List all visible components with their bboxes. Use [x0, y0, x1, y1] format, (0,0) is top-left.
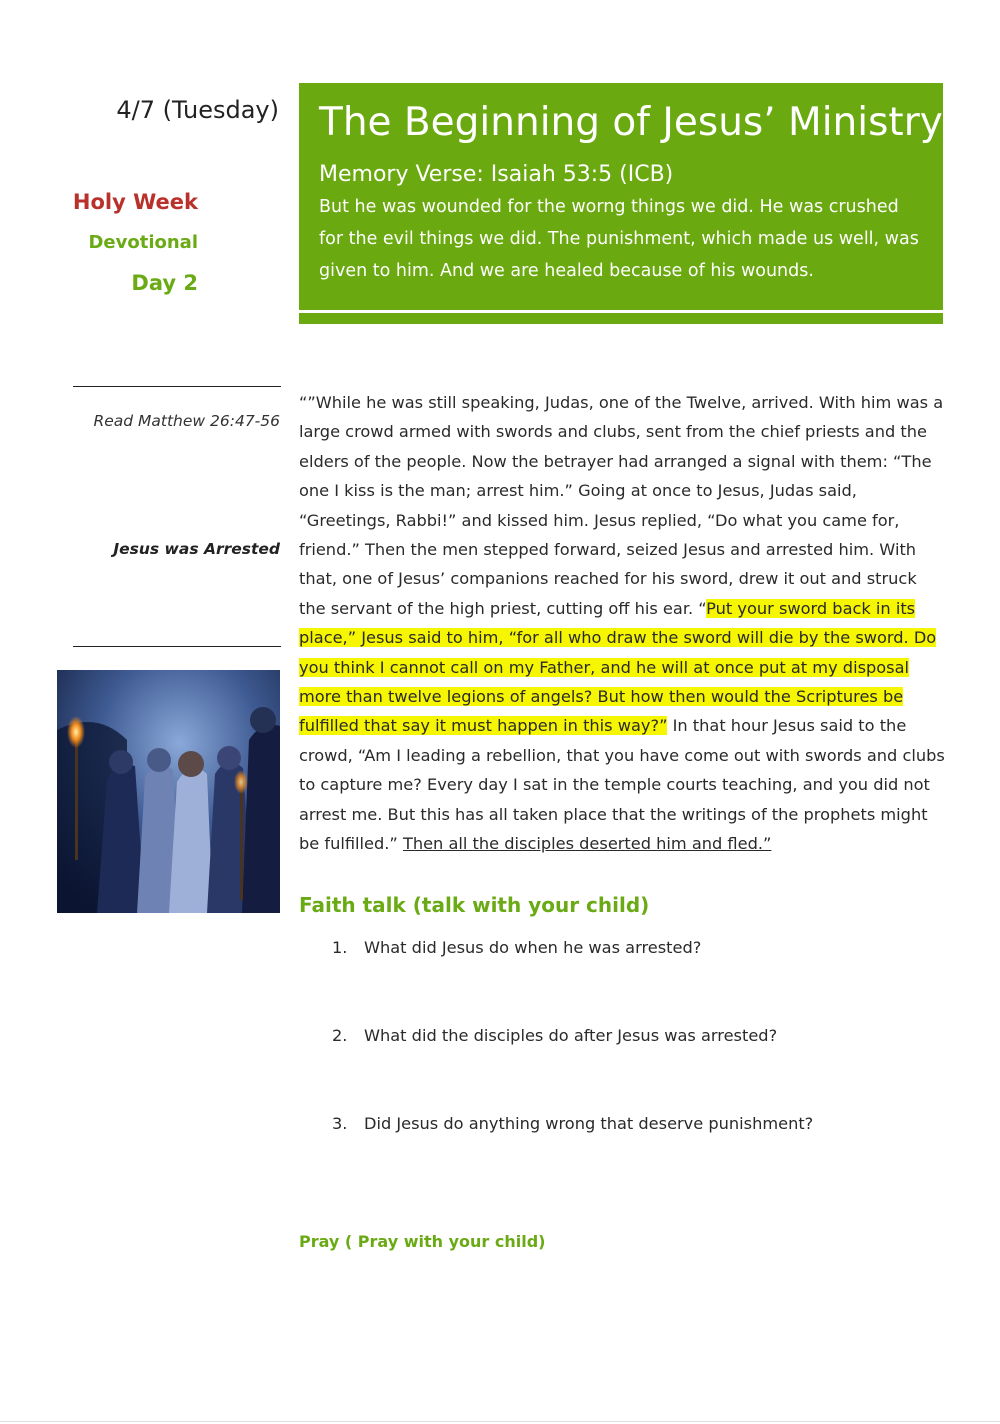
question-text: What did the disciples do after Jesus was arrested? — [364, 1026, 778, 1045]
day-label: Day 2 — [131, 271, 198, 295]
passage-text: “”While he was still speaking, Judas, one of the Twelve, arrived. With him was a large crowd armed with swords and clubs, sent from the chief priests and the elders of the people. Now the betrayer had arranged a signal with them: “The one I kiss is the man; arrest him.” Going at once to Jesus, Judas said, “Greetings, Rabbi!” and kissed him. Jesus replied, “Do what you came for, friend.” Then the men stepped forward, seized Jesus and arrested him. With that, one of Jesus’ companions reached for his sword, drew it out and struck the servant of the high priest, cutting off his ear. “ — [299, 393, 944, 618]
faith-talk-questions — [299, 934, 939, 1198]
arrest-scene-image — [57, 670, 280, 913]
sidebar-divider-top — [73, 386, 281, 387]
reading-reference: Read Matthew 26:47-56 — [93, 412, 280, 430]
section-title: Jesus was Arrested — [113, 540, 280, 558]
question-text: Did Jesus do anything wrong that deserve punishment? — [364, 1114, 814, 1133]
page-title: The Beginning of Jesus’ Ministry — [319, 100, 943, 145]
passage-text-continued: In that hour Jesus said to the crowd, “Am I leading a rebellion, that you have come out with swords and clubs to capture me? Every day I sat in the temple courts teaching, and you did not arrest me. But this has all taken place that the writings of the prophets might be fulfilled.” — [299, 716, 945, 854]
question-text: What did Jesus do when he was arrested? — [364, 938, 702, 957]
devotional-label: Devotional — [88, 232, 198, 253]
date-label: 4/7 (Tuesday) — [116, 96, 279, 124]
header-banner — [299, 83, 943, 310]
memory-verse-text: But he was wounded for the worng things we did. He was crushed for the evil things we did. The punishment, which made us well, was given to him. And we are healed because of his wounds. — [319, 197, 919, 281]
list-item — [299, 934, 939, 1022]
sidebar-divider-bottom — [73, 646, 281, 647]
question-number: 3. — [332, 1114, 348, 1133]
question-number: 1. — [332, 938, 348, 957]
scripture-passage — [299, 388, 947, 859]
page-bottom-border — [0, 1421, 1000, 1422]
pray-heading: Pray ( Pray with your child) — [299, 1232, 546, 1251]
memory-verse-label: Memory Verse: Isaiah 53:5 (ICB) — [319, 162, 674, 187]
list-item — [299, 1022, 939, 1110]
header-underline — [299, 313, 943, 324]
question-number: 2. — [332, 1026, 348, 1045]
list-item — [299, 1110, 939, 1198]
underlined-passage: Then all the disciples deserted him and fled.” — [402, 834, 772, 854]
series-label: Holy Week — [72, 190, 198, 214]
highlighted-passage: Put your sword back in its place,” Jesus said to him, “for all who draw the sword will die by the sword. Do you think I cannot call on my Father, and he will at once put at my disposal more than twelve legions of angels? But how then would the Scriptures be fulfilled that say it must happen in this way?” — [299, 598, 937, 736]
faith-talk-heading: Faith talk (talk with your child) — [299, 893, 650, 917]
